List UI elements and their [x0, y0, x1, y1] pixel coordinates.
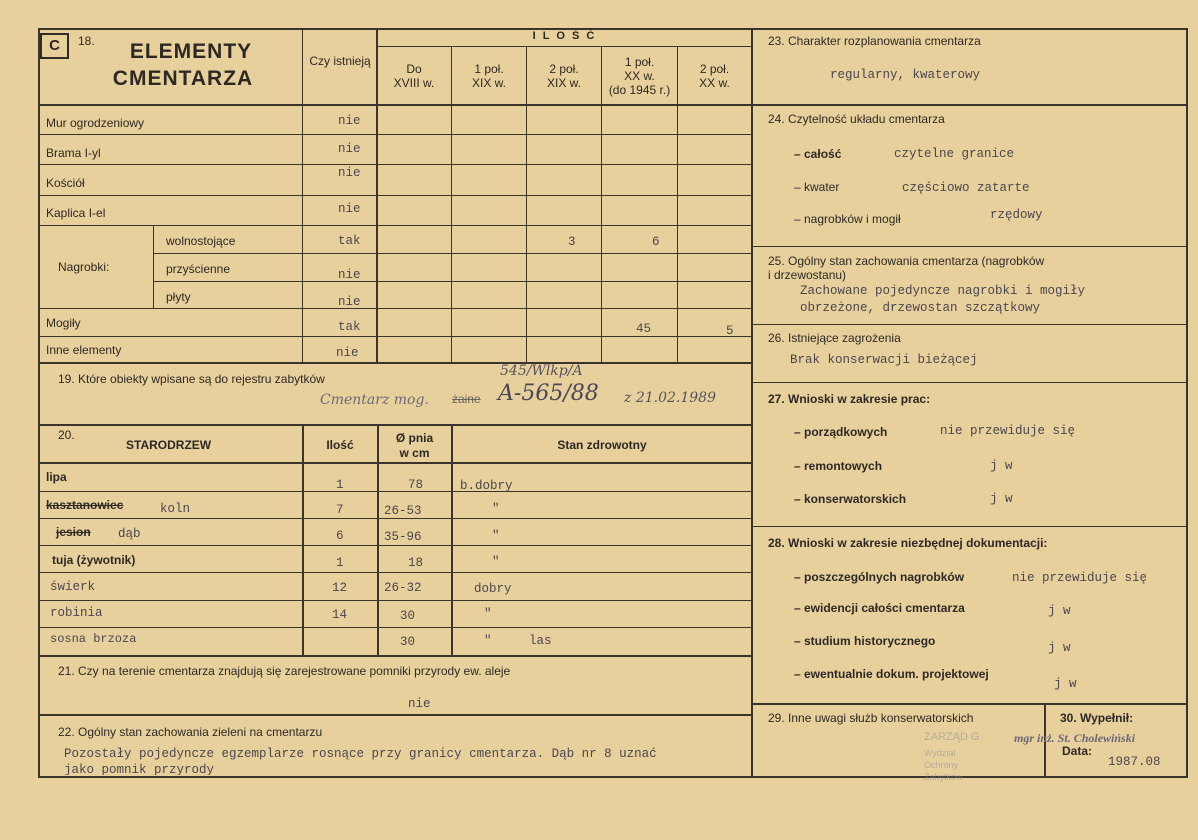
section-19-label: 19. Które obiekty wpisane są do rejestru zabytków	[58, 372, 325, 386]
nagrobki-label: Nagrobki:	[58, 260, 110, 274]
section-letter: C	[40, 33, 69, 59]
section-21-label: 21. Czy na terenie cmentarza znajdują się zarejestrowane pomniki przyrody ew. aleje	[58, 664, 511, 678]
inne-elementy-exists: nie	[336, 346, 359, 360]
element-row-exists: nie	[338, 166, 361, 180]
section-30-date: 1987.08	[1108, 755, 1161, 769]
section-26-label: 26. Istniejące zagrożenia	[768, 331, 901, 345]
section-22-line2: jako pomnik przyrody	[64, 763, 215, 775]
s28-item-value: j w	[1054, 677, 1077, 691]
s27-item-value: nie przewiduje się	[940, 424, 1076, 438]
s28-item-value: j w	[1048, 641, 1071, 655]
s24-item-value: rzędowy	[990, 208, 1043, 222]
section-25-line2: obrzeżone, drzewostan szczątkowy	[800, 301, 1041, 315]
section-25-line1: Zachowane pojedyncze nagrobki i mogiły	[800, 284, 1086, 298]
nagrobki-count-p3: 3	[568, 235, 576, 249]
section-20-number: 20.	[58, 428, 75, 442]
col-exists-header: Czy istnieją	[309, 54, 371, 68]
section-30-label: 30. Wypełnił:	[1060, 711, 1134, 725]
element-row-exists: nie	[338, 202, 361, 216]
section-26-value: Brak konserwacji bieżącej	[790, 353, 978, 367]
section-19-register-number: A-565/88	[498, 381, 599, 406]
nagrobki-type-exists: nie	[338, 268, 361, 282]
section-23-label: 23. Charakter rozplanowania cmentarza	[768, 34, 981, 48]
section-28-label: 28. Wnioski w zakresie niezbędnej dokumentacji:	[768, 536, 1048, 550]
col-state-header: Stan zdrowotny	[557, 438, 647, 452]
inne-elementy-label: Inne elementy	[46, 343, 122, 357]
s24-item-label: – całość	[794, 147, 842, 161]
s27-item-label: – konserwatorskich	[794, 492, 907, 506]
section-18-title-line2: CMENTARZA	[112, 67, 254, 90]
s28-item-label: – ewentualnie dokum. projektowej	[794, 667, 989, 681]
section-21-value: nie	[408, 697, 431, 711]
s27-item-value: j w	[990, 492, 1013, 506]
section-22-label: 22. Ogólny stan zachowania zieleni na cmentarzu	[58, 725, 323, 739]
section-23-value: regularny, kwaterowy	[830, 68, 981, 82]
col-diam-header: Ø pnia	[395, 431, 434, 445]
s24-item-value: czytelne granice	[894, 147, 1015, 161]
s24-item-value: częściowo zatarte	[902, 181, 1030, 195]
s27-item-label: – porządkowych	[794, 425, 888, 439]
section-18-number: 18.	[78, 34, 95, 48]
section-20-title: STARODRZEW	[126, 438, 212, 452]
s28-item-label: – studium historycznego	[794, 634, 936, 648]
s28-item-label: – poszczególnych nagrobków	[794, 570, 965, 584]
element-row-label: Mur ogrodzeniowy	[46, 116, 145, 130]
s28-item-value: nie przewiduje się	[1012, 571, 1148, 585]
section-19-register-date: z 21.02.1989	[624, 390, 716, 406]
register-card: C 18. ELEMENTY CMENTARZA Czy istnieją I L O Ś Ć Do XVIII w. 1 poł. XIX w. 2 poł. XIX w. 1 poł. XX w. (do 1945 r.) 2 poł. XX w. Mur ogrodzeniowy nie Brama I-yl nie Kościół nie Kaplica I-el nie Nagrobki: wolnostojące tak 3 6 przyścienne nie płyty nie Mogiły tak 45 5 Inne elementy nie 19. Które obiekty wpisane są do rejestru zabytków Cmentarz mog. żaine 545/Wlkp/A A-565/88 z 21.02.1989 20. STARODRZEW Ilość Ø pnia w cm Stan zdrowotny lipa 1 78 b.dobry kasztanowiec koln 7 26-53 " jesion dąb 6 35-96 " tuja (żywotnik) 1 18 " świerk 12 26-32 dobry robinia 14 30 " sosna brzoza 30 " las 21. Czy na terenie cmentarza znajdują się zarejestrowane pomniki przyrody ew. aleje nie 22. Ogólny stan zachowania zieleni na cmentarzu Pozostały pojedyncze egzemplarze rosnące przy granicy cmentarza. Dąb nr 8 uznać jako pomnik przyrody 23. Charakter rozplanowania cmentarza regularny, kwaterowy 24. Czytelność układu cmentarza – całość czytelne granice – kwater częściowo zatarte – nagrobków i mogił rzędowy 25. Ogólny stan zachowania cmentarza (nagrobków i drzewostanu) Zachowane pojedyncze nagrobki i mogiły obrzeżone, drzewostan szczątkowy 26. Istniejące zagrożenia Brak konserwacji bieżącej 27. Wnioski w zakresie prac: – porządkowych nie przewiduje się – remontowych j w – konserwatorskich j w 28. Wnioski w zakresie niezbędnej dokumentacji: – poszczególnych nagrobków nie przewiduje się – ewidencji całości cmentarza j w – studium historycznego j w – ewentualnie dokum. projektowej j w 29. Inne uwagi służb konserwatorskich ZARZĄD G Wydział Ochrony Zabytków 30. Wypełnił: mgr inż. St. Cholewiński Data: 1987.08	[0, 0, 1198, 840]
element-row-label: Brama I-yl	[46, 146, 101, 160]
section-22-line1: Pozostały pojedyncze egzemplarze rosnące przy granicy cmentarza. Dąb nr 8 uznać	[64, 747, 657, 761]
section-24-label: 24. Czytelność układu cmentarza	[768, 112, 945, 126]
section-19-printed-mid: żaine	[452, 392, 481, 406]
s27-item-label: – remontowych	[794, 459, 883, 473]
section-29-label: 29. Inne uwagi służb konserwatorskich	[768, 711, 974, 725]
section-25-label: 25. Ogólny stan zachowania cmentarza (nagrobków	[768, 254, 1045, 268]
nagrobki-type-label: płyty	[166, 290, 191, 304]
s28-item-value: j w	[1048, 604, 1071, 618]
element-row-exists: nie	[338, 114, 361, 128]
s24-item-label: – nagrobków i mogił	[794, 212, 901, 226]
nagrobki-type-exists: tak	[338, 234, 361, 248]
nagrobki-count-p4: 6	[652, 235, 660, 249]
s24-item-label: – kwater	[794, 180, 840, 194]
section-27-label: 27. Wnioski w zakresie prac:	[768, 392, 931, 406]
mogily-label: Mogiły	[46, 316, 81, 330]
element-row-label: Kaplica I-el	[46, 206, 106, 220]
mogily-count-p4: 45	[636, 322, 652, 336]
nagrobki-type-label: przyścienne	[166, 262, 231, 276]
s27-item-value: j w	[990, 459, 1013, 473]
section-25-label-cont: i drzewostanu)	[768, 268, 847, 282]
section-30-name: mgr inż. St. Cholewiński	[1014, 731, 1136, 745]
element-row-label: Kościół	[46, 176, 85, 190]
mogily-count-p5: 5	[726, 324, 734, 338]
col-diam-unit: w cm	[399, 446, 430, 460]
section-30-date-label: Data:	[1062, 744, 1093, 758]
col-qty-header: Ilość	[326, 438, 354, 452]
nagrobki-type-exists: nie	[338, 295, 361, 309]
mogily-exists: tak	[338, 320, 361, 334]
s28-item-label: – ewidencji całości cmentarza	[794, 601, 965, 615]
section-19-handwritten-left: Cmentarz mog.	[320, 392, 429, 408]
nagrobki-type-label: wolnostojące	[166, 234, 236, 248]
element-row-exists: nie	[338, 142, 361, 156]
ilosc-header: I L O Ś Ć	[532, 30, 597, 42]
section-18-title-line1: ELEMENTY	[129, 40, 253, 63]
section-19-register-ref: 545/Wlkp/A	[500, 363, 583, 379]
